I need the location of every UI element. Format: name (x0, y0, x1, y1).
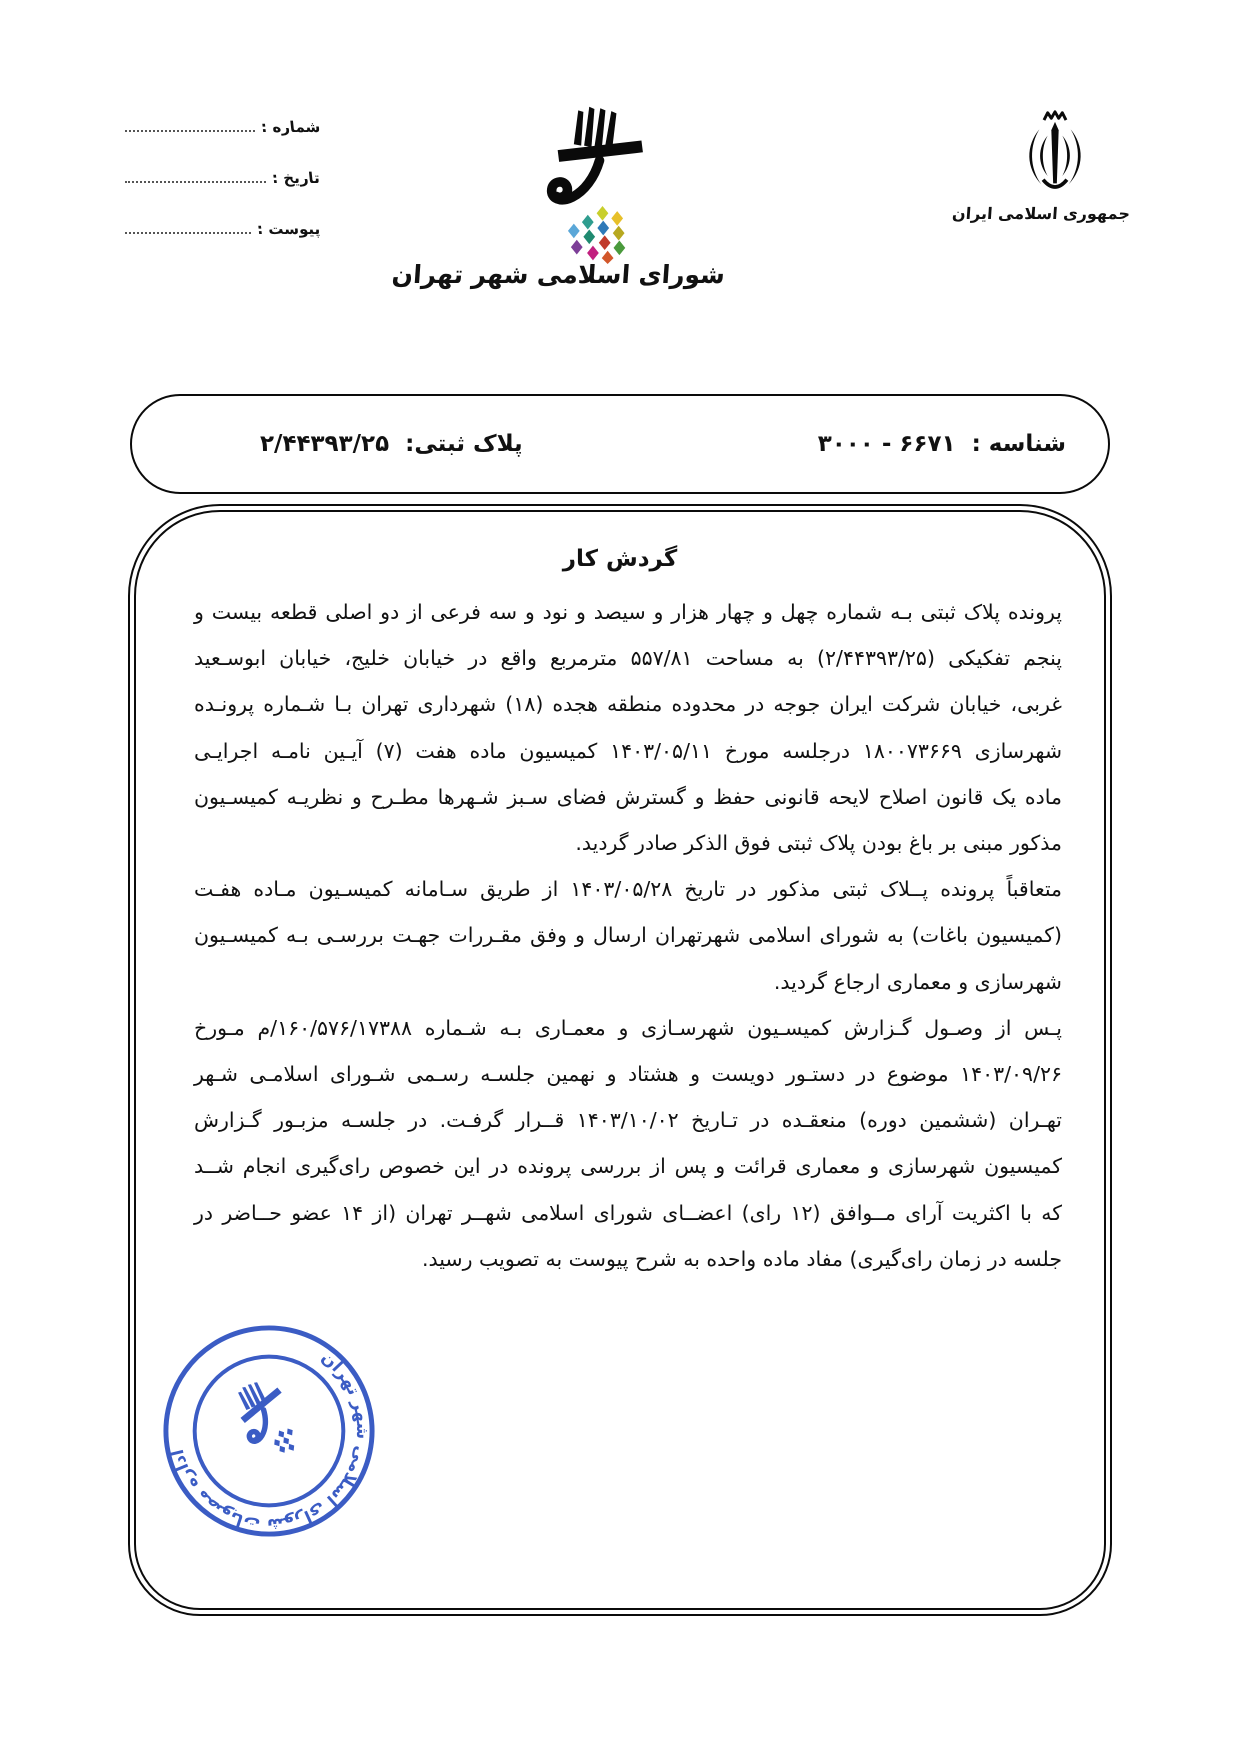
doc-id-label: شناسه : (971, 431, 1066, 457)
body-line: مذکور مبنی بر باغ بودن پلاک ثبتی فوق الذکر صادر گردید. (575, 831, 1062, 856)
document-title: گردش کار (562, 546, 678, 572)
emblem-caption: جمهوری اسلامی ایران (951, 204, 1131, 223)
body-line: کمیسیون شهرسازی و معماری قرائت و پس از بررسی پرونده در این خصوص رای‌گیری انجام شــد (194, 1154, 1062, 1179)
body-line: ۱۴۰۳/۰۹/۲۶ موضوع در دستـور دویست و هشتاد و نهمین جلسـه رسـمی شـورای اسلامـی شـهر (194, 1062, 1062, 1087)
body-line: پـس از وصـول گـزارش کمیسـیون شهرسـازی و معمـاری بـه شـماره ۱۶۰/۵۷۶/۱۷۳۸۸/م مـورخ (194, 1015, 1063, 1040)
council-logo (390, 106, 727, 289)
letterhead-form (125, 112, 320, 265)
iran-emblem-icon (1009, 110, 1101, 198)
body-line: غربی، خیابان شرکت ایران جوجه در محدوده منطقه هجده (۱۸) شهرداری تهران بـا شـماره پرونـده (194, 692, 1062, 717)
attachment-label: پیوست : (256, 220, 321, 238)
body-line: (کمیسیون باغات) به شورای اسلامی شهرتهران ارسال و وفق مقـررات جهـت بررسـی بـه کمیسـیون (194, 923, 1062, 948)
form-row-attachment (125, 214, 320, 238)
registration-plate-label: پلاک ثبتی: (405, 431, 523, 457)
iran-emblem (951, 110, 1131, 223)
form-row-date (125, 163, 320, 187)
attachment-fill-line (125, 231, 251, 234)
council-name: شورای اسلامی شهر تهران (390, 260, 727, 289)
body-line: شهرسازی و معماری ارجاع گردید. (773, 969, 1062, 994)
registration-plate (260, 431, 523, 457)
body-line: که با اکثریت آرای مــوافق (۱۲ رای) اعضــای شورای اسلامی شهــر تهران (از ۱۴ عضو حــاضر در (194, 1200, 1062, 1225)
body-text (194, 589, 1062, 1282)
reference-bar (130, 394, 1110, 494)
council-logo-icon (531, 106, 649, 264)
date-label: تاریخ : (271, 169, 321, 187)
body-line: تهـران (ششمین دوره) منعقـده در تـاریخ ۱۴۰۳/۱۰/۰۲ قــرار گرفـت. در جلسـه مزبـور گـزارش (194, 1108, 1062, 1133)
doc-id (818, 431, 1066, 457)
body-line: پنجم تفکیکی (۲/۴۴۳۹۳/۲۵) به مساحت ۵۵۷/۸۱ مترمربع واقع در خیابان خلیج، خیابان ابوسـعید (194, 646, 1063, 671)
form-row-number (125, 112, 320, 136)
doc-id-value: ۶۶۷۱ - ۳۰۰۰ (817, 431, 956, 457)
number-label: شماره : (259, 118, 321, 136)
body-line: ماده یک قانون اصلاح لایحه قانونی حفظ و گسترش فضای سـبز شـهرها مطـرح و نظریـه کمیسـیون (194, 784, 1062, 809)
logo-diamonds (568, 206, 625, 264)
date-fill-line (125, 180, 266, 183)
number-fill-line (125, 129, 255, 132)
body-line: پرونده پلاک ثبتی بـه شماره چهل و چهار هزار و سیصد و نود و سه فرعی از دو اصلی قطعه بیست و (194, 600, 1062, 624)
body-line: شهرسازی ۱۸۰۰۷۳۶۶۹ درجلسه مورخ ۱۴۰۳/۰۵/۱۱ کمیسیون ماده هفت (۷) آیـین نامـه اجرایـی (194, 738, 1063, 763)
stamp-text: اداره مصوبات شورای اسلامی شهر تهران (166, 1346, 374, 1536)
body-line: متعاقباً پرونده پــلاک ثبتی مذکور در تاریخ ۱۴۰۳/۰۵/۲۸ از طریق سـامانه کمیسـیون مـاده هفـت (194, 877, 1062, 902)
body-line: جلسه در زمان رای‌گیری) مفاد ماده واحده به شرح پیوست به تصویب رسید. (421, 1246, 1062, 1271)
registration-plate-value: ۲/۴۴۳۹۳/۲۵ (260, 431, 390, 457)
